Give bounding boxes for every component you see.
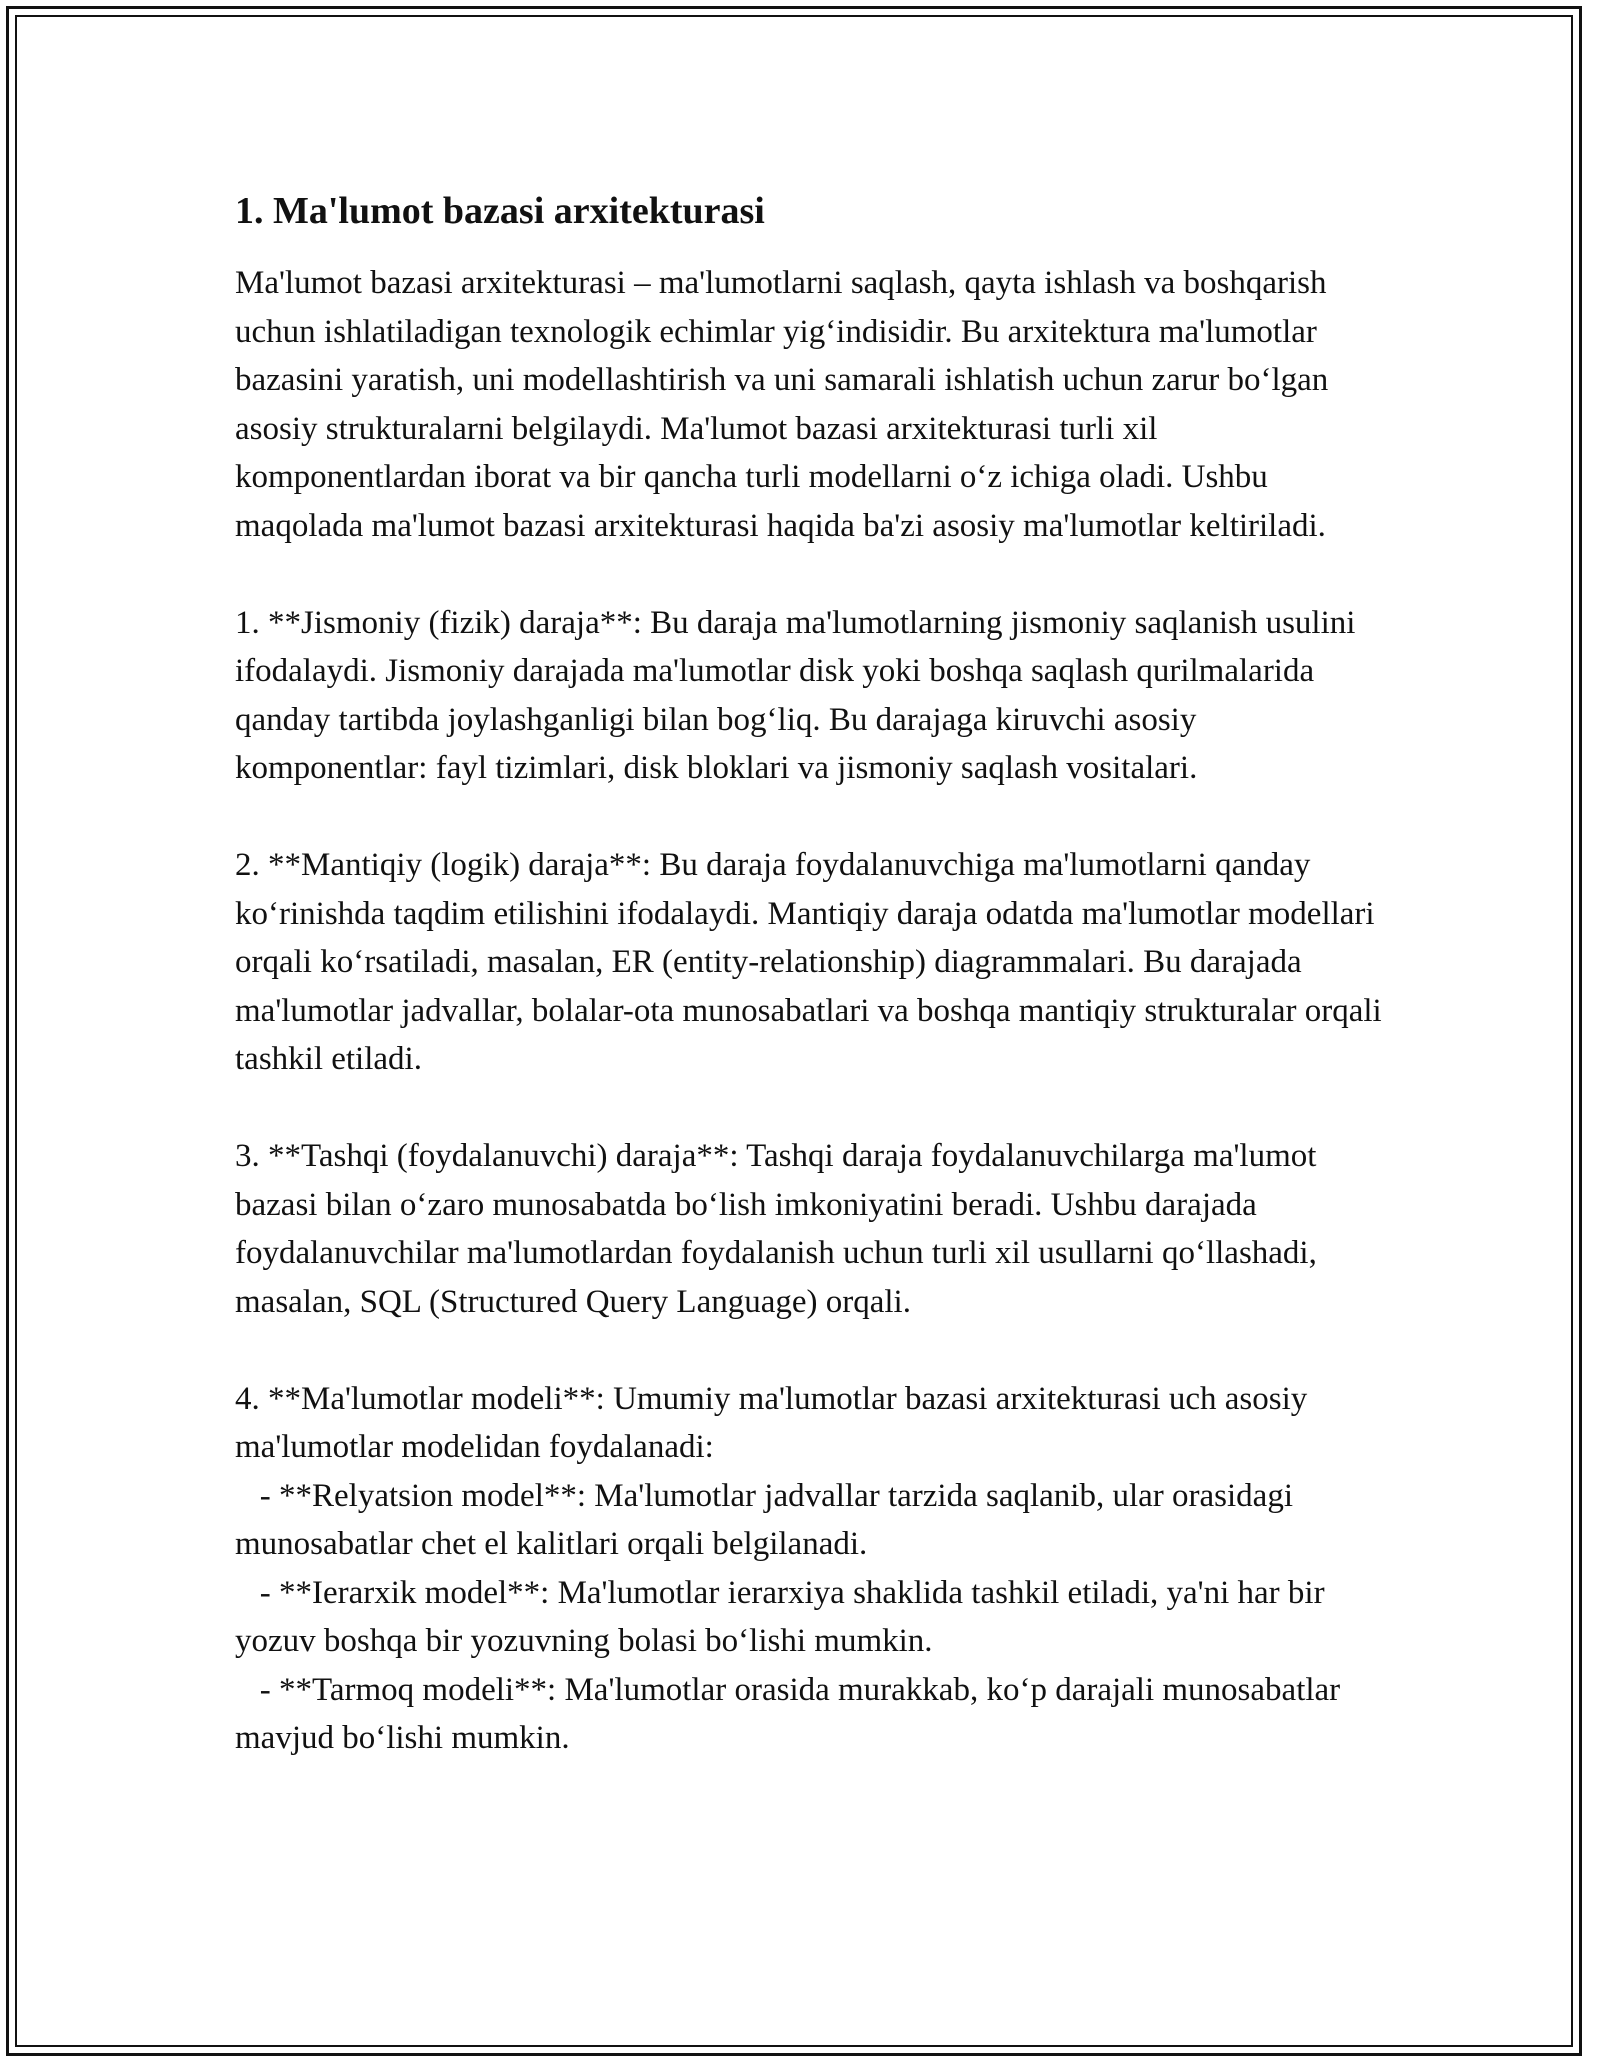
model-relational: - **Relyatsion model**: Ma'lumotlar jadvallar tarzida saqlanib, ular orasidagi munosabatlar chet el kalitlari orqali belgilanadi. [235, 1477, 1302, 1562]
paragraph-gap [235, 1084, 1395, 1133]
paragraph-gap [235, 793, 1395, 842]
model-hierarchical: - **Ierarxik model**: Ma'lumotlar ierarxiya shaklida tashkil etiladi, ya'ni har bir yozuv boshqa bir yozuvning bolasi bo‘lishi mumkin. [235, 1574, 1333, 1659]
item-physical-level: 1. **Jismoniy (fizik) daraja**: Bu daraja ma'lumotlarning jismoniy saqlanish usulini ifodalaydi. Jismoniy darajada ma'lumotlar disk yoki boshqa saqlash qurilmalarida qanday tartibda joylashganligi bilan bog‘liq. Bu darajaga kiruvchi asosiy komponentlar: fayl tizimlari, disk bloklari va jismoniy saqlash vositalari. [235, 604, 1364, 786]
item-logical-level: 2. **Mantiqiy (logik) daraja**: Bu daraja foydalanuvchiga ma'lumotlarni qanday ko‘rinishda taqdim etilishini ifodalaydi. Mantiqiy daraja odatda ma'lumotlar modellari orqali ko‘rsatiladi, masalan, ER (entity-relationship) diagrammalari. Bu darajada ma'lumotlar jadvallar, bolalar-ota munosabatlari va boshqa mantiqiy strukturalar orqali tashkil etiladi. [235, 847, 1390, 1077]
item-external-level: 3. **Tashqi (foydalanuvchi) daraja**: Tashqi daraja foydalanuvchilarga ma'lumot bazasi bilan o‘zaro munosabatda bo‘lish imkoniyatini beradi. Ushbu darajada foydalanuvchilar ma'lumotlardan foydalanish uchun turli xil usullarni qo‘llashadi, masalan, SQL (Structured Query Language) orqali. [235, 1138, 1326, 1320]
item-data-models: 4. **Ma'lumotlar modeli**: Umumiy ma'lumotlar bazasi arxitekturasi uch asosiy ma'lumotlar modelidan foydalanadi: [235, 1380, 1316, 1465]
paragraph-gap [235, 1326, 1395, 1375]
document-heading: 1. Ma'lumot bazasi arxitekturasi [235, 190, 765, 232]
model-network: - **Tarmoq modeli**: Ma'lumotlar orasida murakkab, ko‘p darajali munosabatlar mavjud bo‘lishi mumkin. [235, 1671, 1349, 1756]
document-body [235, 185, 1395, 1763]
intro-paragraph: Ma'lumot bazasi arxitekturasi – ma'lumotlarni saqlash, qayta ishlash va boshqarish uchun ishlatiladigan texnologik echimlar yig‘indisidir. Bu arxitektura ma'lumotlar bazasini yaratish, uni modellashtirish va uni samarali ishlatish uchun zarur bo‘lgan asosiy strukturalarni belgilaydi. Ma'lumot bazasi arxitekturasi turli xil komponentlardan iborat va bir qancha turli modellarni o‘z ichiga oladi. Ushbu maqolada ma'lumot bazasi arxitekturasi haqida ba'zi asosiy ma'lumotlar keltiriladi. [235, 265, 1337, 544]
paragraph-gap [235, 550, 1395, 599]
